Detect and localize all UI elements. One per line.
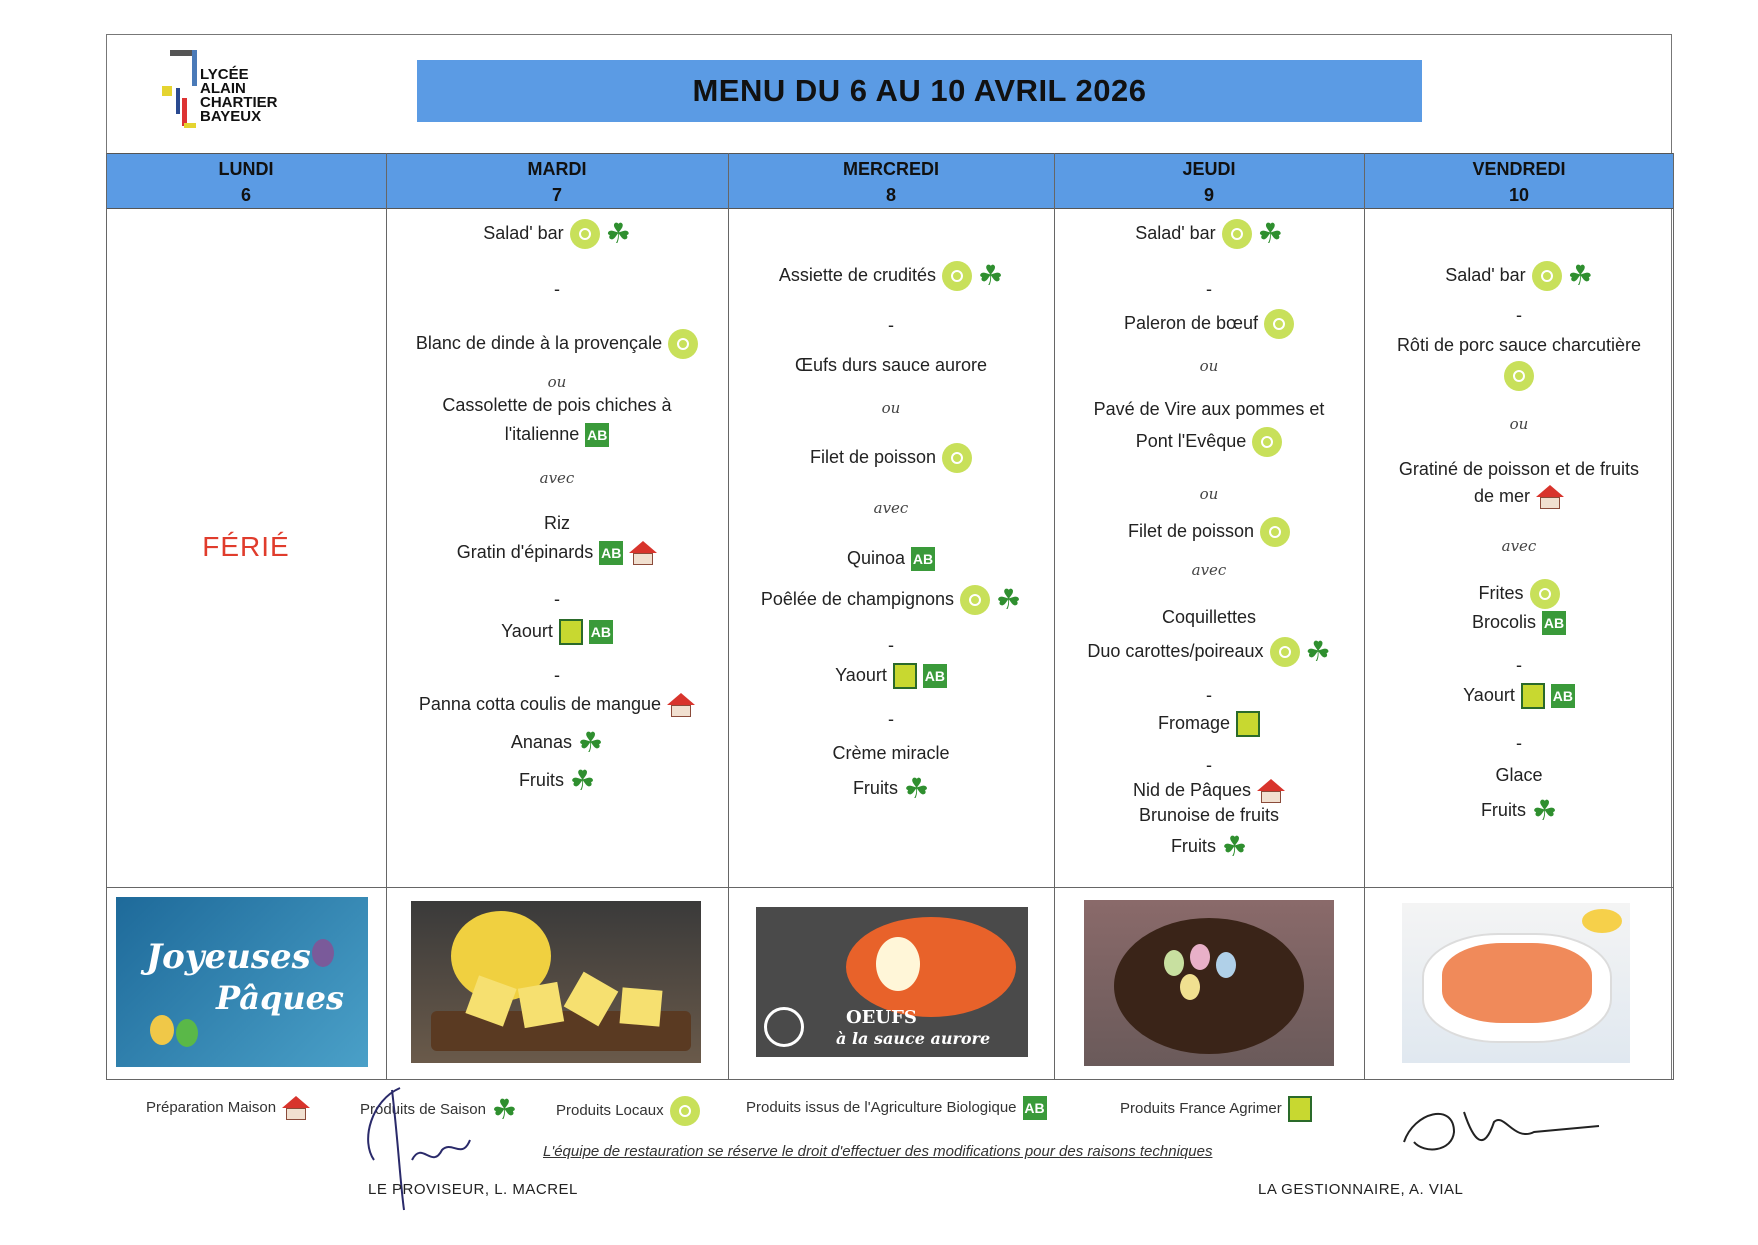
house-icon (282, 1096, 310, 1120)
separator: - (1516, 305, 1522, 325)
menu-item: Yaourt (835, 664, 887, 685)
menu-item: Duo carottes/poireaux (1087, 640, 1264, 661)
menu-item: Salad' bar (1445, 264, 1526, 285)
day-header-mardi: MARDI 7 (527, 159, 587, 205)
separator: - (1516, 733, 1522, 753)
local-product-icon (1252, 427, 1282, 457)
menu-item: Assiette de crudités (778, 264, 936, 285)
menu-item: Yaourt (501, 620, 553, 641)
image-caption: Pâques (216, 979, 344, 1017)
eggs-sauce-image (756, 907, 1028, 1057)
ab-label-icon: AB (1023, 1096, 1047, 1120)
legend-locaux: Produits Locaux (556, 1096, 700, 1126)
menu-item: Panna cotta coulis de mangue (418, 693, 662, 714)
menu-item: Fruits (518, 769, 564, 790)
menu-item: Brunoise de fruits (1138, 805, 1280, 825)
separator: - (888, 315, 894, 335)
image-caption: Joyeuses (146, 937, 311, 977)
disclaimer-notice: L'équipe de restauration se réserve le droit d'effectuer des modifications pour des raisons techniques (543, 1143, 1213, 1160)
logo-line: LYCÉE (200, 66, 249, 83)
menu-item: Gratiné de poisson et de fruits (1398, 459, 1640, 479)
easter-greeting-image (116, 897, 368, 1067)
gestionnaire-signature (1394, 1092, 1604, 1172)
france-agrimer-icon (893, 663, 917, 689)
separator: - (888, 635, 894, 655)
menu-item: Pont l'Evêque (1135, 430, 1247, 451)
separator: - (554, 665, 560, 685)
local-product-icon (942, 443, 972, 473)
separator: - (1206, 685, 1212, 705)
house-icon (629, 541, 657, 565)
menu-item: Brocolis (1471, 611, 1537, 632)
menu-item: Pavé de Vire aux pommes et (1093, 399, 1325, 419)
france-agrimer-icon (559, 619, 583, 645)
proviseur-signature (352, 1080, 502, 1220)
menu-item: Riz (544, 513, 570, 533)
clover-icon: ☘ (977, 260, 1004, 291)
local-product-icon (1504, 361, 1534, 391)
france-agrimer-icon (1521, 683, 1545, 709)
image-caption: à la sauce aurore (836, 1029, 991, 1048)
ferie-label: FÉRIÉ (202, 531, 290, 562)
france-agrimer-icon (1288, 1096, 1312, 1122)
legend-maison: Préparation Maison (146, 1096, 310, 1120)
day-header-jeudi: JEUDI 9 (1182, 159, 1236, 205)
local-product-icon (668, 329, 698, 359)
ab-label-icon: AB (1542, 611, 1566, 635)
menu-item: Frites (1478, 582, 1524, 603)
menu-item: Fruits (1170, 835, 1216, 856)
with-label: avec (539, 469, 575, 487)
local-product-icon (1264, 309, 1294, 339)
mercredi-menu (728, 209, 1054, 887)
house-icon (1536, 485, 1564, 509)
legend-saison: Produits de Saison ☘ (360, 1094, 518, 1125)
with-label: avec (873, 499, 909, 517)
with-label: avec (1501, 537, 1537, 555)
logo-line: CHARTIER (200, 94, 278, 111)
menu-item: Filet de poisson (809, 446, 937, 467)
legend-france: Produits France Agrimer (1120, 1096, 1312, 1122)
local-product-icon (1222, 219, 1252, 249)
menu-item: Fruits (1480, 799, 1526, 820)
clover-icon: ☘ (605, 218, 631, 249)
menu-item: Œufs durs sauce aurore (794, 355, 988, 375)
menu-item: Crème miracle (832, 743, 950, 763)
separator: - (1516, 655, 1522, 675)
with-label: avec (1191, 561, 1227, 579)
vendredi-menu (1364, 209, 1674, 887)
local-product-icon (960, 585, 990, 615)
menu-item: Fruits (852, 777, 898, 798)
or-label: ou (881, 399, 901, 417)
menu-item: Rôti de porc sauce charcutière (1396, 335, 1642, 355)
menu-item: Coquillettes (1161, 607, 1257, 627)
separator: - (888, 709, 894, 729)
clover-icon: ☘ (577, 727, 604, 758)
separator: - (554, 279, 560, 299)
local-product-icon (1532, 261, 1562, 291)
seafood-gratin-image (1402, 903, 1630, 1063)
clover-icon: ☘ (1567, 260, 1593, 291)
clover-icon: ☘ (996, 584, 1022, 615)
separator: - (554, 589, 560, 609)
menu-item: Quinoa (846, 547, 906, 568)
menu-item: Nid de Pâques (1132, 779, 1252, 800)
local-product-icon (670, 1096, 700, 1126)
pineapple-image (411, 901, 701, 1063)
menu-item: Blanc de dinde à la provençale (415, 332, 663, 353)
clover-icon: ☘ (1257, 218, 1283, 249)
menu-item: Paleron de bœuf (1123, 312, 1259, 333)
menu-item: Poêlée de champignons (760, 588, 955, 609)
clover-icon: ☘ (1221, 831, 1248, 862)
menu-item: Salad' bar (483, 222, 564, 243)
day-header-vendredi: VENDREDI 10 (1472, 159, 1566, 205)
local-product-icon (1260, 517, 1290, 547)
ab-label-icon: AB (1551, 684, 1575, 708)
menu-item: Salad' bar (1135, 222, 1216, 243)
proviseur-name: LE PROVISEUR, L. MACREL (368, 1181, 578, 1198)
menu-item: l'italienne (504, 423, 580, 444)
ab-label-icon: AB (923, 664, 947, 688)
separator: - (1206, 755, 1212, 775)
school-logo (162, 50, 322, 130)
separator: - (1206, 279, 1212, 299)
day-header-lundi: LUNDI 6 (218, 159, 274, 205)
or-label: ou (547, 373, 567, 391)
menu-item: Ananas (510, 731, 572, 752)
clover-icon: ☘ (569, 765, 596, 796)
house-icon (667, 693, 695, 717)
menu-item: Fromage (1157, 712, 1231, 733)
easter-nest-cake-image (1084, 900, 1334, 1066)
local-product-icon (942, 261, 972, 291)
menu-item: Filet de poisson (1127, 520, 1255, 541)
clover-icon: ☘ (491, 1094, 518, 1125)
menu-item: Cassolette de pois chiches à (442, 395, 672, 415)
clover-icon: ☘ (903, 773, 930, 804)
or-label: ou (1199, 485, 1219, 503)
ab-label-icon: AB (589, 620, 613, 644)
page-title: MENU DU 6 AU 10 AVRIL 2026 (692, 73, 1147, 108)
title-banner (417, 60, 1422, 122)
ab-label-icon: AB (911, 547, 935, 571)
menu-item: Gratin d'épinards (456, 541, 594, 562)
mardi-menu (386, 209, 728, 887)
clover-icon: ☘ (1531, 795, 1558, 826)
logo-line: BAYEUX (200, 108, 262, 125)
local-product-icon (1530, 579, 1560, 609)
house-icon (1257, 779, 1285, 803)
logo-line: ALAIN (200, 80, 246, 97)
jeudi-menu (1054, 209, 1364, 887)
france-agrimer-icon (1236, 711, 1260, 737)
clover-icon: ☘ (1305, 636, 1331, 667)
menu-item: Glace (1495, 765, 1543, 785)
day-header-mercredi: MERCREDI 8 (842, 159, 939, 205)
menu-item: Yaourt (1463, 684, 1515, 705)
image-caption: OEUFS (846, 1007, 917, 1028)
local-product-icon (570, 219, 600, 249)
or-label: ou (1199, 357, 1219, 375)
menu-item: de mer (1473, 485, 1531, 506)
ab-label-icon: AB (585, 423, 609, 447)
gestionnaire-name: LA GESTIONNAIRE, A. VIAL (1258, 1181, 1464, 1198)
local-product-icon (1270, 637, 1300, 667)
legend-bio: Produits issus de l'Agriculture Biologique AB (746, 1096, 1047, 1120)
or-label: ou (1509, 415, 1529, 433)
ab-label-icon: AB (599, 541, 623, 565)
